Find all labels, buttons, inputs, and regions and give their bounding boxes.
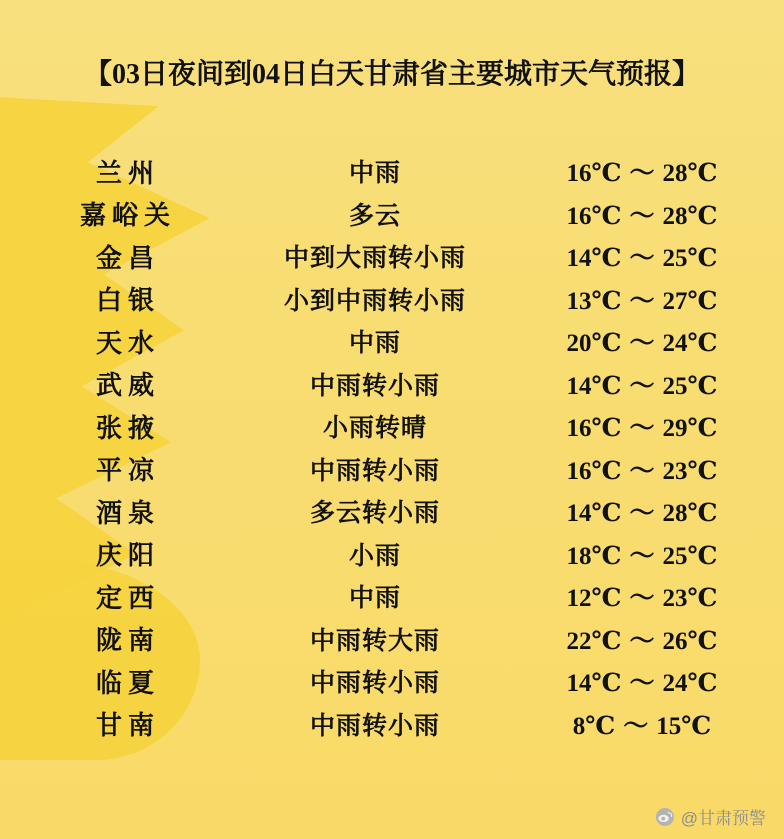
temperature-separator: ～ bbox=[629, 245, 655, 273]
table-row bbox=[0, 150, 784, 193]
temperature-range bbox=[500, 238, 784, 274]
temperature-separator: ～ bbox=[629, 457, 655, 485]
table-row bbox=[0, 193, 784, 236]
city-name: 庆阳 bbox=[95, 541, 160, 571]
weather-condition: 中雨转小雨 bbox=[309, 670, 440, 698]
temperature-high: 27℃ bbox=[662, 287, 718, 315]
temperature-range bbox=[500, 323, 784, 359]
weather-condition: 小雨 bbox=[348, 542, 401, 570]
table-row bbox=[0, 448, 784, 491]
city-name: 临夏 bbox=[95, 668, 160, 698]
temperature-low: 8℃ bbox=[572, 712, 616, 740]
temperature-high: 26℃ bbox=[662, 627, 718, 655]
city-name: 张掖 bbox=[95, 413, 160, 443]
table-row bbox=[0, 533, 784, 576]
temperature-separator: ～ bbox=[629, 415, 655, 443]
city-name: 陇南 bbox=[95, 626, 160, 656]
temperature-low: 16℃ bbox=[566, 202, 622, 230]
temperature-range bbox=[500, 493, 784, 529]
temperature-high: 23℃ bbox=[662, 585, 718, 613]
temperature-high: 24℃ bbox=[662, 670, 718, 698]
city-name: 定西 bbox=[95, 583, 160, 613]
weather-condition: 中雨 bbox=[348, 585, 401, 613]
temperature-range bbox=[500, 408, 784, 444]
weather-condition: 中雨转小雨 bbox=[309, 372, 440, 400]
temperature-low: 12℃ bbox=[566, 585, 622, 613]
table-row bbox=[0, 235, 784, 278]
weather-condition: 中雨转小雨 bbox=[309, 712, 440, 740]
weather-condition: 多云 bbox=[348, 202, 401, 230]
city-name: 酒泉 bbox=[95, 498, 160, 528]
temperature-high: 28℃ bbox=[662, 160, 718, 188]
temperature-low: 16℃ bbox=[566, 457, 622, 485]
temperature-low: 14℃ bbox=[566, 670, 622, 698]
temperature-low: 16℃ bbox=[566, 415, 622, 443]
table-row bbox=[0, 320, 784, 363]
temperature-separator: ～ bbox=[629, 330, 655, 358]
temperature-high: 25℃ bbox=[662, 542, 718, 570]
temperature-range bbox=[500, 153, 784, 189]
temperature-high: 29℃ bbox=[662, 415, 718, 443]
temperature-separator: ～ bbox=[629, 287, 655, 315]
city-name: 甘南 bbox=[95, 711, 160, 741]
temperature-range bbox=[500, 196, 784, 232]
watermark-label: @甘肃预警 bbox=[680, 809, 766, 828]
temperature-range bbox=[500, 366, 784, 402]
city-name: 金昌 bbox=[95, 243, 160, 273]
temperature-range bbox=[500, 706, 784, 742]
weather-condition: 中雨转大雨 bbox=[309, 627, 440, 655]
temperature-high: 24℃ bbox=[662, 330, 718, 358]
city-name: 天水 bbox=[95, 328, 160, 358]
temperature-separator: ～ bbox=[629, 627, 655, 655]
weather-condition: 小到中雨转小雨 bbox=[283, 287, 466, 315]
temperature-separator: ～ bbox=[629, 670, 655, 698]
temperature-range bbox=[500, 663, 784, 699]
temperature-low: 14℃ bbox=[566, 245, 622, 273]
temperature-range bbox=[500, 621, 784, 657]
watermark bbox=[655, 804, 766, 829]
temperature-low: 20℃ bbox=[566, 330, 622, 358]
city-name: 嘉峪关 bbox=[79, 201, 176, 231]
forecast-table bbox=[0, 150, 784, 745]
table-row bbox=[0, 490, 784, 533]
temperature-low: 14℃ bbox=[566, 372, 622, 400]
table-row bbox=[0, 575, 784, 618]
temperature-separator: ～ bbox=[629, 372, 655, 400]
temperature-low: 22℃ bbox=[566, 627, 622, 655]
temperature-range bbox=[500, 451, 784, 487]
temperature-high: 23℃ bbox=[662, 457, 718, 485]
table-row bbox=[0, 703, 784, 746]
weather-condition: 中雨 bbox=[348, 160, 401, 188]
city-name: 兰州 bbox=[95, 158, 160, 188]
temperature-separator: ～ bbox=[629, 202, 655, 230]
temperature-separator: ～ bbox=[623, 712, 649, 740]
weibo-icon bbox=[655, 807, 675, 827]
weather-condition: 小雨转晴 bbox=[322, 415, 427, 443]
table-row bbox=[0, 278, 784, 321]
table-row bbox=[0, 660, 784, 703]
weather-condition: 中到大雨转小雨 bbox=[283, 245, 466, 273]
temperature-high: 28℃ bbox=[662, 202, 718, 230]
table-row bbox=[0, 405, 784, 448]
temperature-low: 16℃ bbox=[566, 160, 622, 188]
temperature-range bbox=[500, 281, 784, 317]
temperature-high: 28℃ bbox=[662, 500, 718, 528]
temperature-separator: ～ bbox=[629, 542, 655, 570]
temperature-range bbox=[500, 536, 784, 572]
city-name: 武威 bbox=[95, 371, 160, 401]
title-container bbox=[0, 52, 784, 92]
temperature-high: 15℃ bbox=[656, 712, 712, 740]
temperature-separator: ～ bbox=[629, 585, 655, 613]
temperature-low: 13℃ bbox=[566, 287, 622, 315]
temperature-high: 25℃ bbox=[662, 245, 718, 273]
temperature-low: 18℃ bbox=[566, 542, 622, 570]
page-title: 【03日夜间到04日白天甘肃省主要城市天气预报】 bbox=[83, 59, 700, 90]
weather-condition: 中雨转小雨 bbox=[309, 457, 440, 485]
city-name: 平凉 bbox=[95, 456, 160, 486]
city-name: 白银 bbox=[95, 286, 160, 316]
temperature-separator: ～ bbox=[629, 160, 655, 188]
temperature-separator: ～ bbox=[629, 500, 655, 528]
table-row bbox=[0, 618, 784, 661]
table-row bbox=[0, 363, 784, 406]
weather-condition: 中雨 bbox=[348, 330, 401, 358]
weather-condition: 多云转小雨 bbox=[309, 500, 440, 528]
temperature-range bbox=[500, 578, 784, 614]
temperature-high: 25℃ bbox=[662, 372, 718, 400]
temperature-low: 14℃ bbox=[566, 500, 622, 528]
